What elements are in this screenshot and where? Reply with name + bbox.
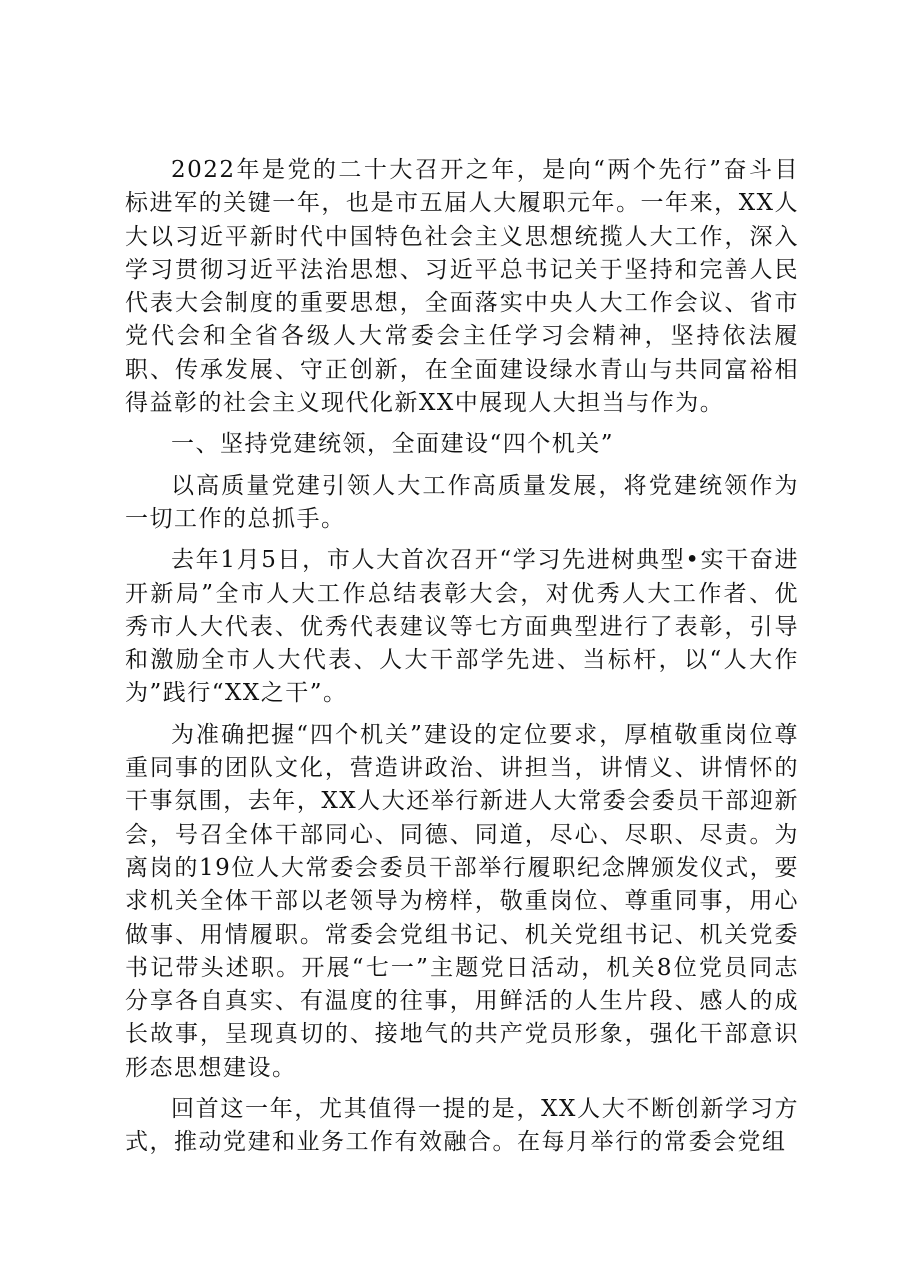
section-heading-1: 一、坚持党建统领，全面建设“四个机关” xyxy=(171,431,615,458)
paragraph-commendation-meeting: 去年1月5日，市人大首次召开“学习先进树典型•实干奋进开新局”全市人大工作总结表彰大会，对优秀人大工作者、优秀市人大代表、优秀代表建议等七方面典型进行了表彰，引导和激励全市人大代表、人大干部学先进、当标杆，以“人大作为”践行“XX之干”。 xyxy=(125,547,799,707)
document-body xyxy=(125,154,799,1168)
paragraph-party-building: 以高质量党建引领人大工作高质量发展，将党建统领作为一切工作的总抓手。 xyxy=(125,472,799,532)
paragraph-review-year: 回首这一年，尤其值得一提的是，XX人大不断创新学习方式，推动党建和业务工作有效融合。在每月举行的常委会党组 xyxy=(125,1096,799,1156)
paragraph-intro: 2022年是党的二十大召开之年，是向“两个先行”奋斗目标进军的关键一年，也是市五届人大履职元年。一年来，XX人大以习近平新时代中国特色社会主义思想统揽人大工作，深入学习贯彻习近平法治思想、习近平总书记关于坚持和完善人民代表大会制度的重要思想，全面落实中央人大工作会议、省市党代会和全省各级人大常委会主任学习会精神，坚持依法履职、传承发展、守正创新，在全面建设绿水青山与共同富裕相得益彰的社会主义现代化新XX中展现人大担当与作为。 xyxy=(125,157,799,417)
paragraph-four-organs: 为准确把握“四个机关”建设的定位要求，厚植敬重岗位尊重同事的团队文化，营造讲政治、讲担当，讲情义、讲情怀的干事氛围，去年，XX人大还举行新进人大常委会委员干部迎新会，号召全体干部同心、同德、同道，尽心、尽职、尽责。为离岗的19位人大常委会委员干部举行履职纪念牌颁发仪式，要求机关全体干部以老领导为榜样，敬重岗位、尊重同事，用心做事、用情履职。常委会党组书记、机关党组书记、机关党委书记带头述职。开展“七一”主题党日活动，机关8位党员同志分享各自真实、有温度的往事，用鲜活的人生片段、感人的成长故事，呈现真切的、接地气的共产党员形象，强化干部意识形态思想建设。 xyxy=(125,721,799,1081)
